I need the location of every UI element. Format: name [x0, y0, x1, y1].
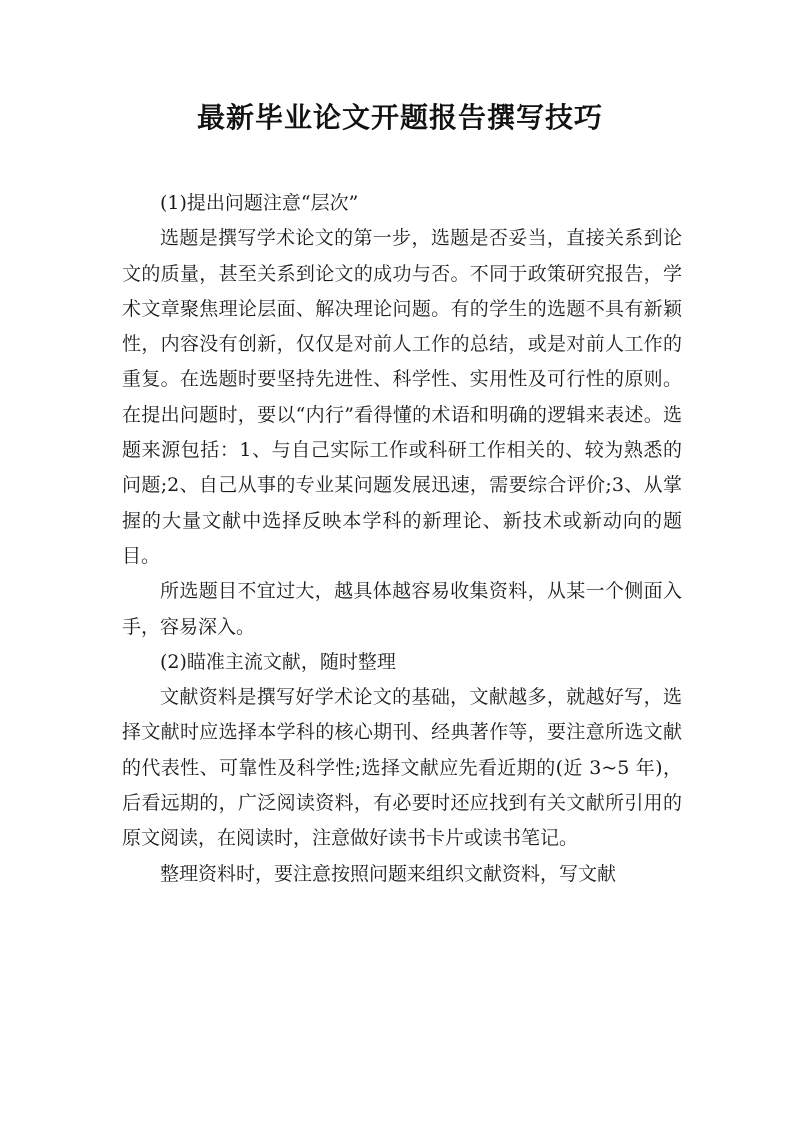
section-heading-1: (1)提出问题注意“层次” [160, 192, 359, 214]
paragraph-topic-selection: 选题是撰写学术论文的第一步，选题是否妥当，直接关系到论文的质量，甚至关系到论文的成功与否。不同于政策研究报告，学术文章聚焦理论层面、解决理论问题。有的学生的选题不具有新颖性，内容没有创新，仅仅是对前人工作的总结，或是对前人工作的重复。在选题时要坚持先进性、科学性、实用性及可行性的原则。在提出问题时，要以“内行”看得懂的术语和明确的逻辑来表述。选题来源包括：1、与自己实际工作或科研工作相关的、较为熟悉的问题;2、自己从事的专业某问题发展迅速，需要综合评价;3、从掌握的大量文献中选择反映本学科的新理论、新技术或新动向的题目。 [122, 227, 682, 567]
paragraph-organizing: 整理资料时，要注意按照问题来组织文献资料，写文献 [160, 862, 617, 885]
section-heading-2: (2)瞄准主流文献，随时整理 [160, 650, 396, 673]
document-title: 最新毕业论文开题报告撰写技巧 [196, 101, 603, 134]
document-body [122, 186, 682, 892]
paragraph-topic-scope: 所选题目不宜过大，越具体越容易收集资料，从某一个侧面入手，容易深入。 [122, 580, 682, 638]
paragraph-literature: 文献资料是撰写好学术论文的基础，文献越多，就越好写，选择文献时应选择本学科的核心期刊、经典著作等，要注意所选文献的代表性、可靠性及科学性;选择文献应先看近期的(近 3~5 年)，后看远期的，广泛阅读资料，有必要时还应找到有关文献所引用的原文阅读，在阅读时，注意做好读书卡片或读书笔记。 [122, 686, 682, 850]
